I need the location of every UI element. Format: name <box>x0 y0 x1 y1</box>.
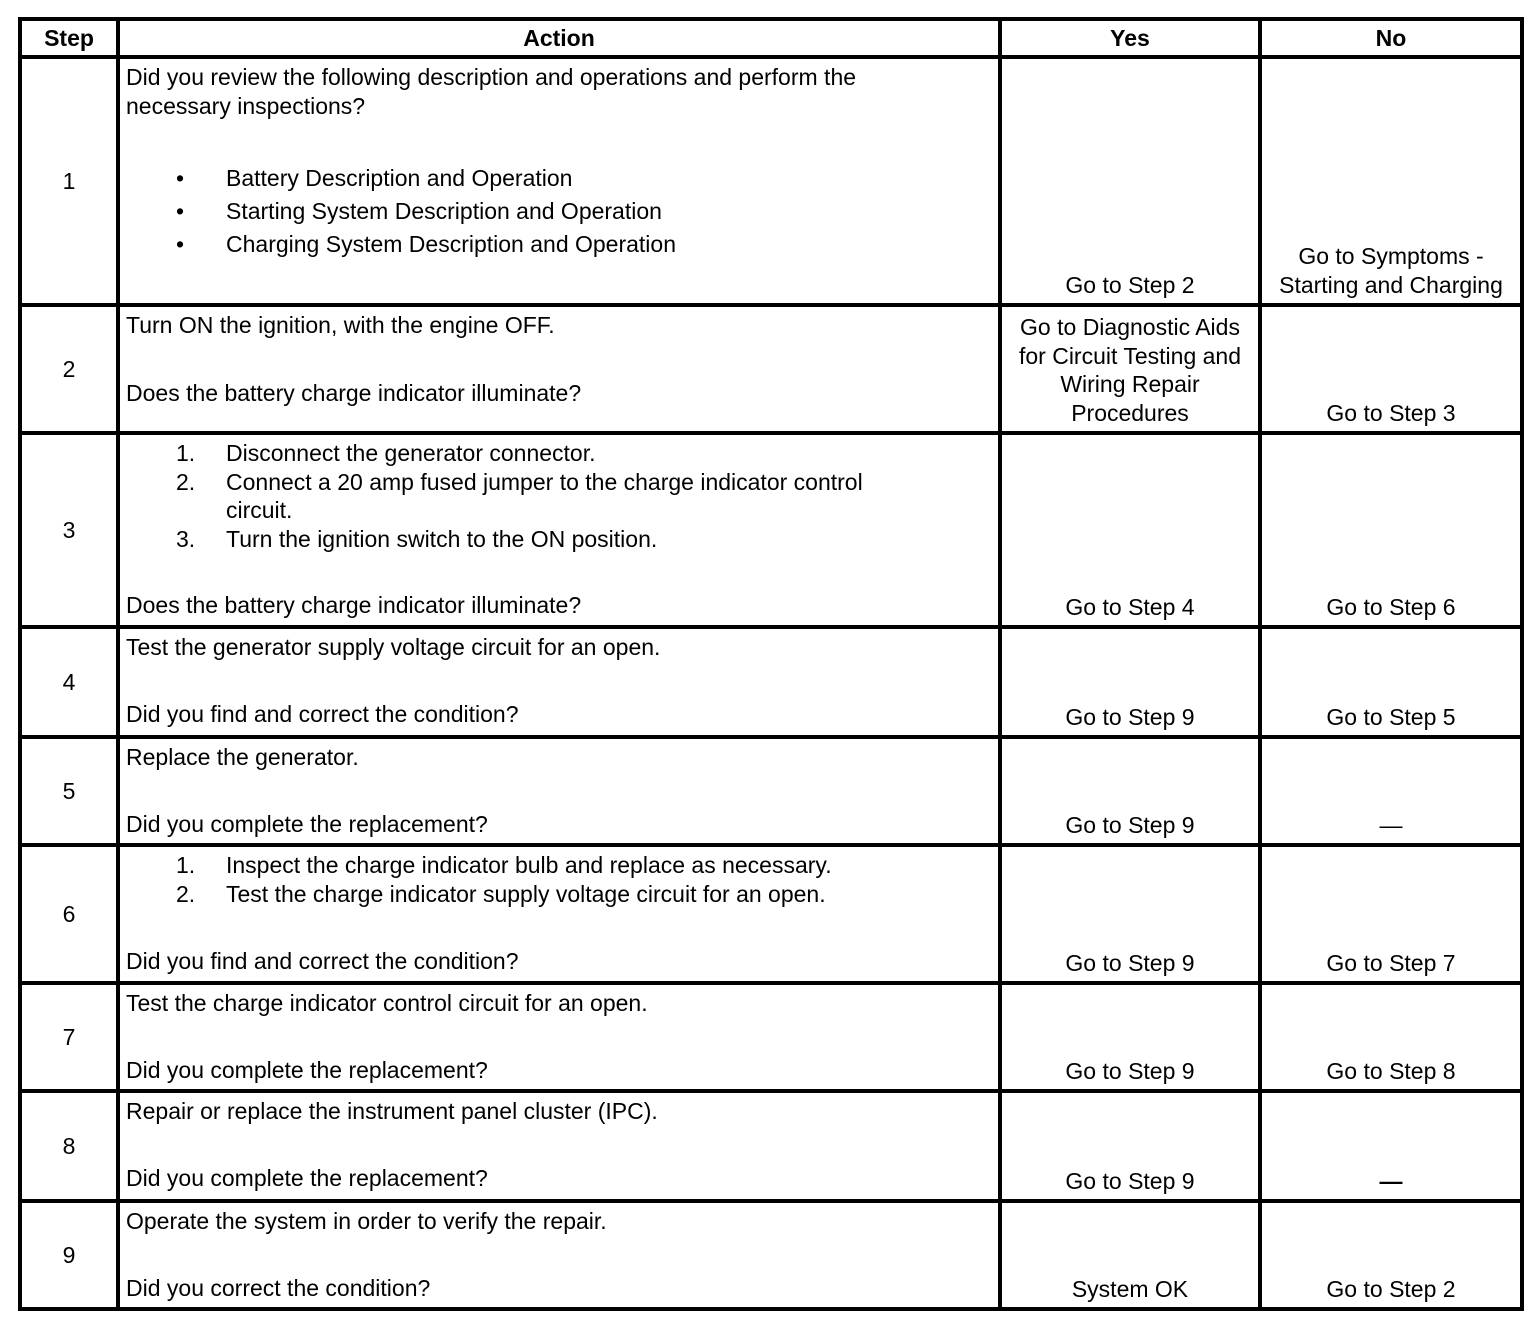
no-cell: Go to Step 3 <box>1260 305 1522 433</box>
step-number: 5 <box>20 737 118 845</box>
yes-cell: Go to Step 9 <box>1000 1091 1260 1201</box>
header-action: Action <box>118 19 1000 57</box>
dash-text: — <box>1379 811 1403 838</box>
bullet-icon: • <box>176 198 185 224</box>
question-text: Did you find and correct the condition? <box>126 948 519 974</box>
step-number: 1 <box>20 57 118 305</box>
list-number: 3. <box>176 525 196 552</box>
yes-cell: Go to Step 4 <box>1000 433 1260 627</box>
yes-cell: Go to Step 2 <box>1000 57 1260 305</box>
no-cell: Go to Symptoms - Starting and Charging <box>1260 57 1522 305</box>
action-cell <box>118 1091 1000 1201</box>
list-number: 2. <box>176 880 196 907</box>
question-text: Does the battery charge indicator illuminate? <box>126 592 582 618</box>
list-item <box>126 439 992 468</box>
action-cell <box>118 433 1000 627</box>
step-number: 8 <box>20 1091 118 1201</box>
bullet-text: Charging System Description and Operation <box>226 231 677 257</box>
list-text: Disconnect the generator connector. <box>226 440 596 466</box>
action-text: Turn ON the ignition, with the engine OFF. <box>126 312 555 338</box>
action-cell <box>118 627 1000 737</box>
list-number: 2. <box>176 468 196 495</box>
action-text: Did you review the following description and operations and perform the necessary inspections? <box>126 64 857 119</box>
action-cell <box>118 305 1000 433</box>
step-number: 2 <box>20 305 118 433</box>
dash-text: — <box>1379 1167 1403 1194</box>
list-text: Turn the ignition switch to the ON position. <box>226 525 658 552</box>
numbered-list <box>126 439 992 553</box>
table-row <box>20 1091 1522 1201</box>
table-row <box>20 305 1522 433</box>
step-number: 4 <box>20 627 118 737</box>
list-item <box>126 468 992 525</box>
yes-cell: Go to Step 9 <box>1000 983 1260 1091</box>
action-cell <box>118 1201 1000 1309</box>
action-text: Test the charge indicator control circuit for an open. <box>126 990 648 1016</box>
table-row <box>20 57 1522 305</box>
step-number: 3 <box>20 433 118 627</box>
header-row <box>20 19 1522 57</box>
bullet-icon: • <box>176 231 185 257</box>
yes-cell: Go to Step 9 <box>1000 627 1260 737</box>
bullet-text: Starting System Description and Operation <box>226 198 662 224</box>
list-item <box>126 230 992 259</box>
bullet-list <box>126 164 992 259</box>
list-text: Test the charge indicator supply voltage circuit for an open. <box>226 880 826 907</box>
no-cell <box>1260 1091 1522 1201</box>
header-step: Step <box>20 19 118 57</box>
yes-cell: Go to Step 9 <box>1000 845 1260 983</box>
table-row <box>20 845 1522 983</box>
action-text: Operate the system in order to verify the repair. <box>126 1208 607 1234</box>
question-text: Did you correct the condition? <box>126 1274 431 1301</box>
list-item <box>126 164 992 193</box>
action-cell <box>118 983 1000 1091</box>
table-row <box>20 433 1522 627</box>
action-text: Test the generator supply voltage circuit for an open. <box>126 634 661 660</box>
list-text: Connect a 20 amp fused jumper to the charge indicator control circuit. <box>226 468 863 523</box>
table-row <box>20 1201 1522 1309</box>
yes-cell: Go to Step 9 <box>1000 737 1260 845</box>
question-text: Does the battery charge indicator illuminate? <box>126 379 582 406</box>
step-number: 7 <box>20 983 118 1091</box>
action-cell <box>118 845 1000 983</box>
diagnostic-table <box>18 17 1524 1311</box>
list-item <box>126 525 992 554</box>
step-number: 6 <box>20 845 118 983</box>
yes-cell: Go to Diagnostic Aids for Circuit Testing and Wiring Repair Procedures <box>1000 305 1260 433</box>
bullet-icon: • <box>176 165 185 191</box>
question-text: Did you find and correct the condition? <box>126 700 519 727</box>
no-cell: Go to Step 5 <box>1260 627 1522 737</box>
list-item <box>126 851 992 880</box>
action-cell <box>118 57 1000 305</box>
list-text: Inspect the charge indicator bulb and replace as necessary. <box>226 852 832 878</box>
list-item <box>126 197 992 226</box>
action-cell <box>118 737 1000 845</box>
question-text: Did you complete the replacement? <box>126 1056 488 1083</box>
list-number: 1. <box>176 852 196 878</box>
table-row <box>20 737 1522 845</box>
table-row <box>20 627 1522 737</box>
action-text: Repair or replace the instrument panel cluster (IPC). <box>126 1098 658 1124</box>
table-row <box>20 983 1522 1091</box>
list-number: 1. <box>176 440 196 466</box>
header-yes: Yes <box>1000 19 1260 57</box>
no-cell: Go to Step 2 <box>1260 1201 1522 1309</box>
question-text: Did you complete the replacement? <box>126 810 488 837</box>
question-text: Did you complete the replacement? <box>126 1164 488 1191</box>
no-cell: Go to Step 8 <box>1260 983 1522 1091</box>
step-number: 9 <box>20 1201 118 1309</box>
numbered-list <box>126 851 992 908</box>
no-cell: Go to Step 6 <box>1260 433 1522 627</box>
no-cell <box>1260 737 1522 845</box>
list-item <box>126 880 992 909</box>
yes-cell: System OK <box>1000 1201 1260 1309</box>
bullet-text: Battery Description and Operation <box>226 165 573 191</box>
action-text: Replace the generator. <box>126 744 359 770</box>
no-cell: Go to Step 7 <box>1260 845 1522 983</box>
header-no: No <box>1260 19 1522 57</box>
